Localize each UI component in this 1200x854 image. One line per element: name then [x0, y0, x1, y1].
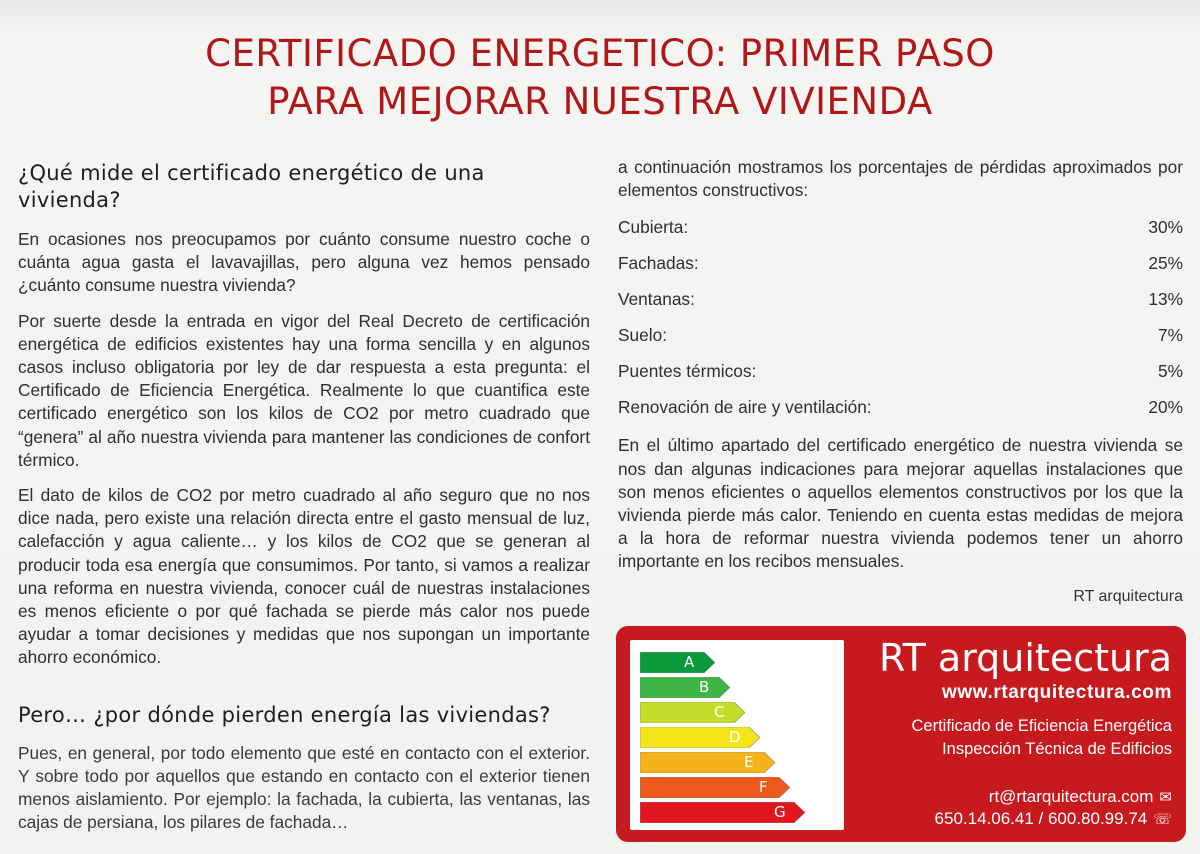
- loss-value: 25%: [1148, 253, 1183, 274]
- loss-row: [618, 360, 1183, 396]
- paragraph-intro: En ocasiones nos preocupamos por cuánto consume nuestro coche o cuánta agua gasta el lavavajillas, pero alguna vez hemos pensado ¿cuánto consume nuestra vivienda?: [18, 229, 590, 296]
- ad-email: [846, 786, 1172, 809]
- heading-line-1: ¿Qué mide el certificado energético de una: [18, 161, 485, 185]
- paragraph-co2: El dato de kilos de CO2 por metro cuadrado al año seguro que no nos dice nada, pero existe una relación directa entre el gasto mensual de luz, calefacción y agua caliente… y los kilos de CO2 que se generan al producir toda esa energía que consumimos. Por tanto, si vamos a realizar una reforma en nuestra vivienda, conocer cuál de nuestras instalaciones es menos eficiente o por qué fachada se pierde más calor nos puede ayudar a tomar decisiones y medidas que nos supongan un importante ahorro económico.: [18, 485, 590, 668]
- ad-website: www.rtarquitectura.com: [942, 682, 1172, 703]
- energy-class-a-bar: [640, 652, 716, 673]
- telephone-icon: ☏: [1153, 811, 1172, 828]
- loss-row: [618, 216, 1183, 252]
- loss-label: Fachadas:: [618, 253, 699, 274]
- right-column: [618, 156, 1183, 606]
- energy-class-letter: G: [774, 803, 786, 821]
- energy-class-letter: B: [699, 678, 710, 696]
- title-line-2: PARA MEJORAR NUESTRA VIVIENDA: [267, 80, 933, 123]
- loss-value: 5%: [1158, 361, 1183, 382]
- energy-class-f-bar: [640, 777, 791, 798]
- envelope-icon: ✉: [1159, 789, 1172, 806]
- energy-class-letter: D: [729, 728, 741, 746]
- loss-label: Cubierta:: [618, 217, 689, 238]
- ad-brand: RT arquitectura: [879, 636, 1172, 680]
- loss-value: 20%: [1148, 397, 1183, 418]
- energy-class-letter: E: [744, 753, 754, 771]
- loss-value: 13%: [1148, 289, 1183, 310]
- energy-class-e-bar: [640, 752, 776, 773]
- loss-label: Suelo:: [618, 325, 668, 346]
- loss-value: 7%: [1158, 325, 1183, 346]
- paragraph-improvements: En el último apartado del certificado energético de nuestra vivienda se nos dan algunas indicaciones para mejorar aquellas instalaciones que son menos eficientes o aquellos elementos constructivos por los que la vivienda pierde más calor. Teniendo en cuenta estas medidas de mejora a la hora de reformar nuestra vivienda podemos tener un ahorro importante en los recibos mensuales.: [618, 435, 1183, 572]
- loss-label: Puentes térmicos:: [618, 361, 757, 382]
- energy-class-c-bar: [640, 702, 746, 723]
- advertisement-box: [616, 626, 1186, 842]
- left-column: [18, 160, 590, 834]
- loss-label: Renovación de aire y ventilación:: [618, 397, 872, 418]
- paragraph-decree: Por suerte desde la entrada en vigor del Real Decreto de certificación energética de edificios existentes hay una forma sencilla y en algunos casos incluso obligatoria por ley de dar respuesta a esta pregunta: el Certificado de Eficiencia Energética. Realmente lo que cuantifica este certificado energético son los kilos de CO2 por metro cuadrado que “genera” al año nuestra vivienda para mantener las condiciones de confort térmico.: [18, 310, 590, 470]
- energy-class-letter: F: [759, 778, 768, 796]
- heading-what-measures: [18, 160, 590, 214]
- ad-service-1: Certificado de Eficiencia Energética: [911, 717, 1172, 735]
- losses-table: [618, 216, 1183, 432]
- loss-value: 30%: [1148, 217, 1183, 238]
- heading-energy-loss: Pero… ¿por dónde pierden energía las viviendas?: [18, 702, 551, 727]
- signature: RT arquitectura: [1073, 587, 1183, 605]
- energy-class-g-bar: [640, 802, 806, 823]
- ad-email-text: rt@rtarquitectura.com: [988, 787, 1154, 806]
- loss-row: [618, 288, 1183, 324]
- energy-class-letter: A: [684, 653, 695, 671]
- paragraph-exterior: Pues, en general, por todo elemento que esté en contacto con el exterior. Y sobre todo por aquellos que estando en contacto con el exterior tienen menos aislamiento. Por ejemplo: la fachada, la cubierta, las ventanas, las cajas de persiana, los pilares de fachada…: [18, 742, 590, 833]
- loss-row: [618, 324, 1183, 360]
- paragraph-losses-intro: a continuación mostramos los porcentajes de pérdidas aproximados por elementos constructivos:: [618, 157, 1183, 201]
- page-title: [0, 30, 1200, 126]
- energy-class-letter: C: [714, 703, 725, 721]
- heading-line-2: vivienda?: [18, 188, 121, 212]
- energy-class-d-bar: [640, 727, 761, 748]
- energy-rating-panel: [630, 640, 844, 830]
- loss-label: Ventanas:: [618, 289, 695, 310]
- ad-phones-text: 650.14.06.41 / 600.80.99.74: [934, 809, 1148, 828]
- energy-class-b-bar: [640, 677, 731, 698]
- loss-row: [618, 396, 1183, 432]
- ad-phones: [846, 808, 1172, 831]
- title-line-1: CERTIFICADO ENERGETICO: PRIMER PASO: [205, 32, 995, 75]
- ad-service-2: Inspección Técnica de Edificios: [942, 740, 1172, 758]
- loss-row: [618, 252, 1183, 288]
